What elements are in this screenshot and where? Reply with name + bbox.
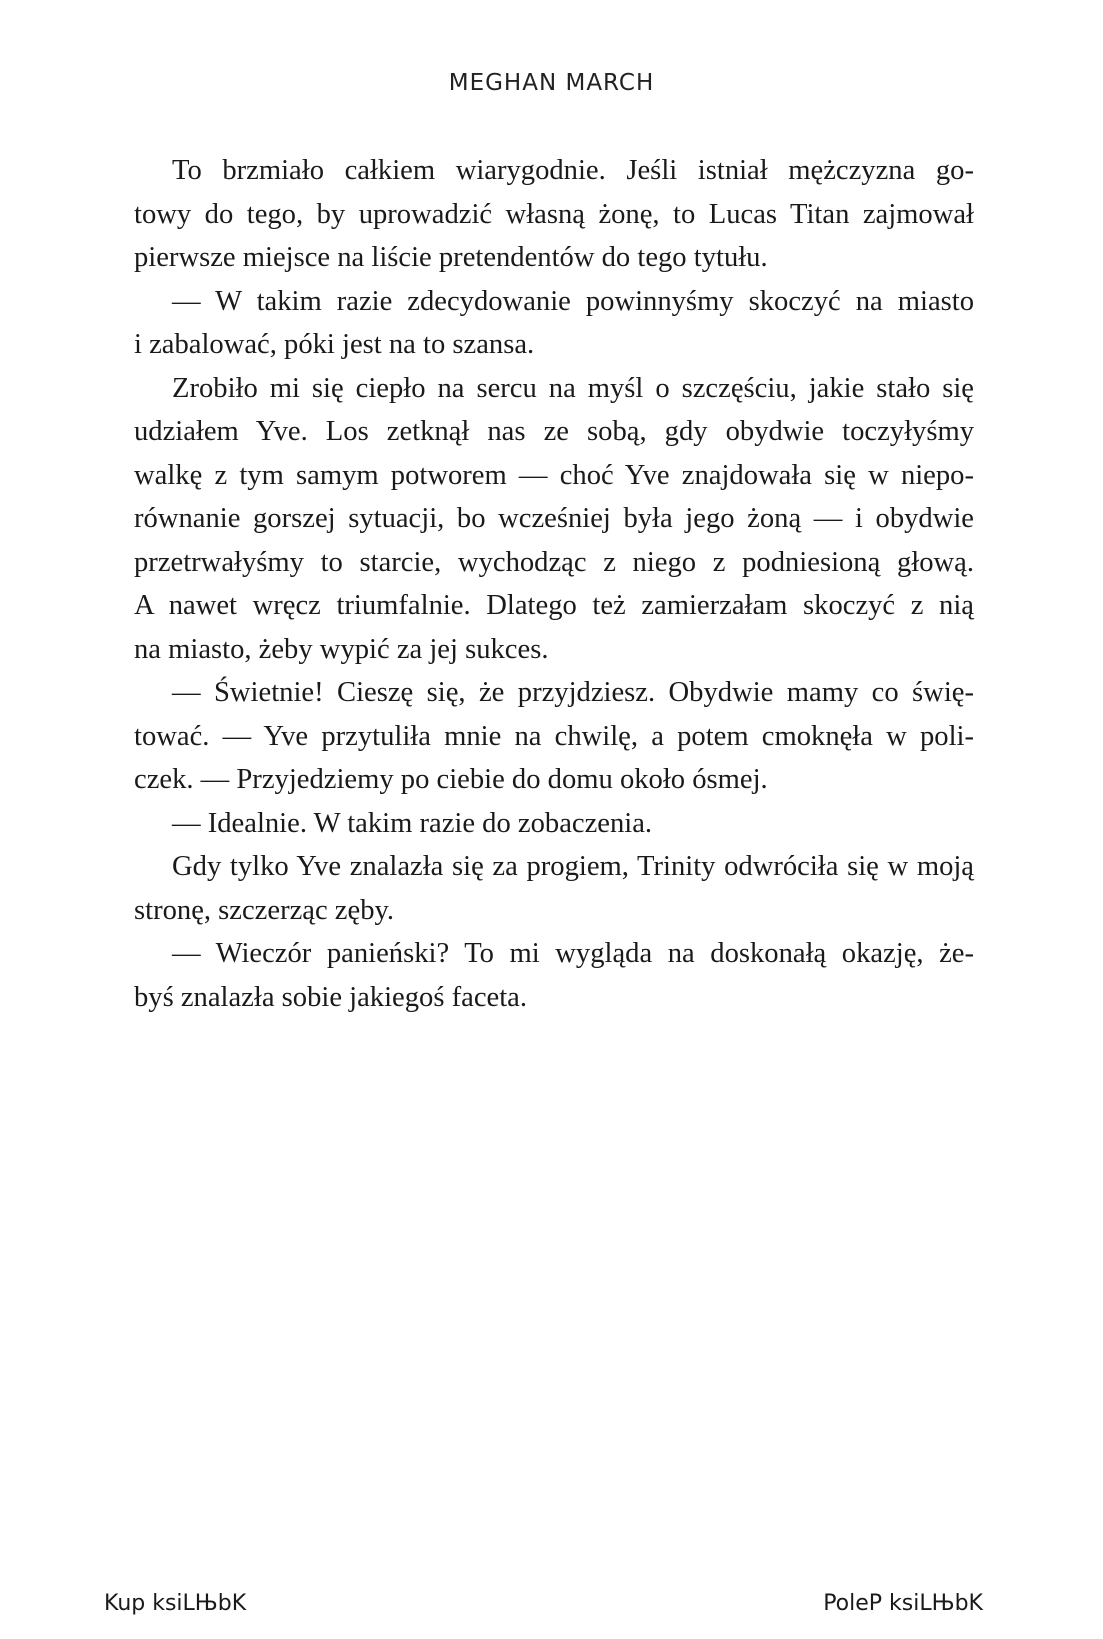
buy-book-link[interactable]: Kup ksiLЊbK [104,1591,247,1616]
text-line: — Idealnie. W takim razie do zobaczenia. [172,807,653,839]
paragraph-7 [134,932,974,1019]
text-line: pierwsze miejsce na liście pretendentów do tego tytułu. [134,242,768,273]
text-line: To brzmiało całkiem wiarygodnie. Jeśli istniał mężczyzna go- [172,155,974,186]
recommend-book-link[interactable]: PoleP ksiLЊbK [823,1591,983,1616]
text-line: przetrwałyśmy to starcie, wychodząc z niego z podniesioną głową. [134,546,974,578]
text-line: towy do tego, by uprowadzić własną żonę, to Lucas Titan zajmował [134,198,974,230]
text-line: Gdy tylko Yve znalazła się za progiem, Trinity odwróciła się w moją [172,851,974,882]
text-line: stronę, szczerząc zęby. [134,894,395,926]
paragraph-3 [134,367,974,672]
running-header: MEGHAN MARCH [448,70,655,96]
paragraph-2 [134,280,974,367]
text-line: byś znalazła sobie jakiegoś faceta. [134,981,527,1013]
text-line: i zabalować, póki jest na to szansa. [134,329,535,360]
paragraph-4 [134,671,974,802]
paragraph-6 [134,845,974,932]
text-line: — Świetnie! Cieszę się, że przyjdziesz. Obydwie mamy co świę- [172,677,974,708]
text-line: walkę z tym samym potworem — choć Yve znajdowała się w niepo- [134,459,974,491]
text-line: czek. — Przyjedziemy po ciebie do domu około ósmej. [134,764,768,795]
text-line: równanie gorszej sytuacji, bo wcześniej była jego żoną — i obydwie [134,503,974,534]
book-body-text [134,149,974,1019]
text-line: Zrobiło mi się ciepło na sercu na myśl o szczęściu, jakie stało się [172,372,974,404]
text-line: na miasto, żeby wypić za jej sukces. [134,633,549,665]
text-line: — W takim razie zdecydowanie powinnyśmy skoczyć na miasto [172,285,974,317]
text-line: — Wieczór panieński? To mi wygląda na doskonałą okazję, że- [172,938,974,969]
text-line: A nawet wręcz triumfalnie. Dlatego też zamierzałam skoczyć z nią [134,590,974,621]
text-line: udziałem Yve. Los zetknął nas ze sobą, gdy obydwie toczyłyśmy [134,416,974,447]
paragraph-5 [134,802,974,846]
text-line: tować. — Yve przytuliła mnie na chwilę, a potem cmoknęła w poli- [134,720,974,752]
paragraph-1 [134,149,974,280]
